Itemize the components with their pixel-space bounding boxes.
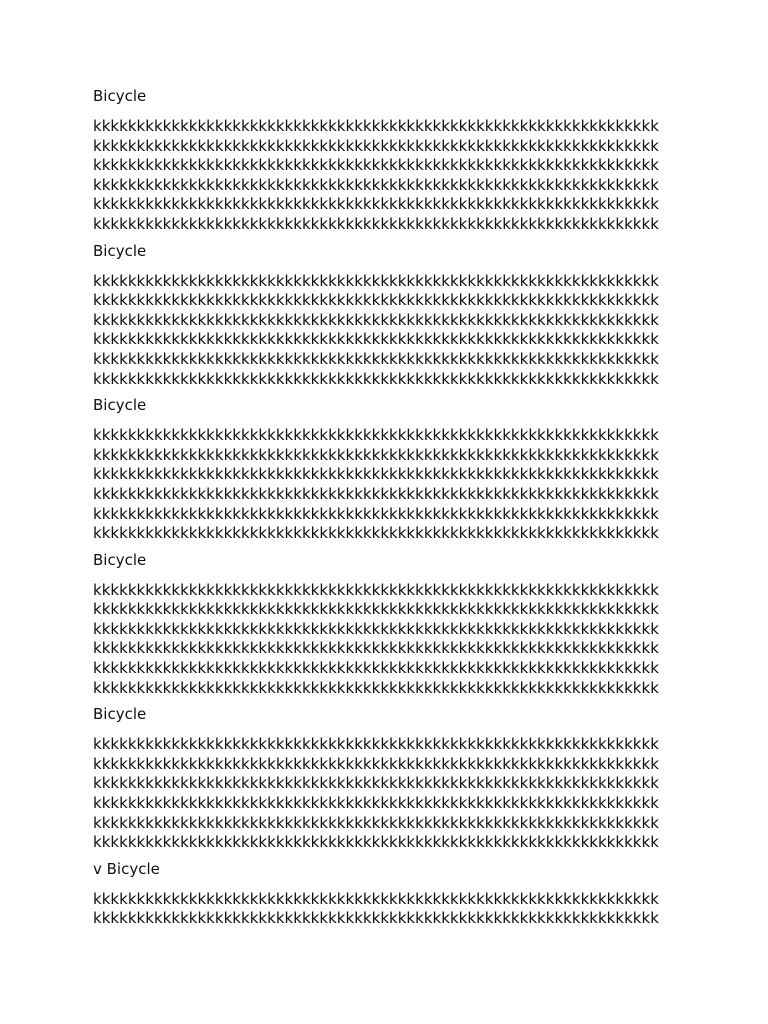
section-heading: v Bicycle <box>93 859 160 878</box>
section-body <box>93 426 733 544</box>
section-3 <box>93 395 733 544</box>
body-line: kkkkkkkkkkkkkkkkkkkkkkkkkkkkkkkkkkkkkkkkkkkkkkkkkkkkkkkkkkkkkkkkk <box>93 909 659 928</box>
body-line: kkkkkkkkkkkkkkkkkkkkkkkkkkkkkkkkkkkkkkkkkkkkkkkkkkkkkkkkkkkkkkkkk <box>93 580 659 599</box>
body-line: kkkkkkkkkkkkkkkkkkkkkkkkkkkkkkkkkkkkkkkkkkkkkkkkkkkkkkkkkkkkkkkkk <box>93 426 659 445</box>
body-line: kkkkkkkkkkkkkkkkkkkkkkkkkkkkkkkkkkkkkkkkkkkkkkkkkkkkkkkkkkkkkkkkk <box>93 735 659 754</box>
body-line: kkkkkkkkkkkkkkkkkkkkkkkkkkkkkkkkkkkkkkkkkkkkkkkkkkkkkkkkkkkkkkkkk <box>93 774 659 793</box>
section-body <box>93 117 733 235</box>
body-line: kkkkkkkkkkkkkkkkkkkkkkkkkkkkkkkkkkkkkkkkkkkkkkkkkkkkkkkkkkkkkkkkk <box>93 445 659 464</box>
body-line: kkkkkkkkkkkkkkkkkkkkkkkkkkkkkkkkkkkkkkkkkkkkkkkkkkkkkkkkkkkkkkkkk <box>93 600 659 619</box>
body-line: kkkkkkkkkkkkkkkkkkkkkkkkkkkkkkkkkkkkkkkkkkkkkkkkkkkkkkkkkkkkkkkkk <box>93 349 659 368</box>
body-line: kkkkkkkkkkkkkkkkkkkkkkkkkkkkkkkkkkkkkkkkkkkkkkkkkkkkkkkkkkkkkkkkk <box>93 156 659 175</box>
body-line: kkkkkkkkkkkkkkkkkkkkkkkkkkkkkkkkkkkkkkkkkkkkkkkkkkkkkkkkkkkkkkkkk <box>93 214 659 233</box>
body-line: kkkkkkkkkkkkkkkkkkkkkkkkkkkkkkkkkkkkkkkkkkkkkkkkkkkkkkkkkkkkkkkkk <box>93 678 659 697</box>
section-body <box>93 581 733 699</box>
body-line: kkkkkkkkkkkkkkkkkkkkkkkkkkkkkkkkkkkkkkkkkkkkkkkkkkkkkkkkkkkkkkkkk <box>93 524 659 543</box>
body-line: kkkkkkkkkkkkkkkkkkkkkkkkkkkkkkkkkkkkkkkkkkkkkkkkkkkkkkkkkkkkkkkkk <box>93 271 659 290</box>
body-line: kkkkkkkkkkkkkkkkkkkkkkkkkkkkkkkkkkkkkkkkkkkkkkkkkkkkkkkkkkkkkkkkk <box>93 136 659 155</box>
section-heading: Bicycle <box>93 87 147 105</box>
body-line: kkkkkkkkkkkkkkkkkkkkkkkkkkkkkkkkkkkkkkkkkkkkkkkkkkkkkkkkkkkkkkkkk <box>93 833 659 852</box>
section-heading: Bicycle <box>93 241 147 260</box>
body-line: kkkkkkkkkkkkkkkkkkkkkkkkkkkkkkkkkkkkkkkkkkkkkkkkkkkkkkkkkkkkkkkkk <box>93 369 659 388</box>
body-line: kkkkkkkkkkkkkkkkkkkkkkkkkkkkkkkkkkkkkkkkkkkkkkkkkkkkkkkkkkkkkkkkk <box>93 175 659 194</box>
body-line: kkkkkkkkkkkkkkkkkkkkkkkkkkkkkkkkkkkkkkkkkkkkkkkkkkkkkkkkkkkkkkkkk <box>93 310 659 329</box>
body-line: kkkkkkkkkkkkkkkkkkkkkkkkkkkkkkkkkkkkkkkkkkkkkkkkkkkkkkkkkkkkkkkkk <box>93 330 659 349</box>
section-5 <box>93 704 733 853</box>
body-line: kkkkkkkkkkkkkkkkkkkkkkkkkkkkkkkkkkkkkkkkkkkkkkkkkkkkkkkkkkkkkkkkk <box>93 117 659 135</box>
body-line: kkkkkkkkkkkkkkkkkkkkkkkkkkkkkkkkkkkkkkkkkkkkkkkkkkkkkkkkkkkkkkkkk <box>93 619 659 638</box>
body-line: kkkkkkkkkkkkkkkkkkkkkkkkkkkkkkkkkkkkkkkkkkkkkkkkkkkkkkkkkkkkkkkkk <box>93 794 659 813</box>
body-line: kkkkkkkkkkkkkkkkkkkkkkkkkkkkkkkkkkkkkkkkkkkkkkkkkkkkkkkkkkkkkkkkk <box>93 754 659 773</box>
body-line: kkkkkkkkkkkkkkkkkkkkkkkkkkkkkkkkkkkkkkkkkkkkkkkkkkkkkkkkkkkkkkkkk <box>93 639 659 658</box>
section-body <box>93 272 733 390</box>
section-6 <box>93 859 733 929</box>
body-line: kkkkkkkkkkkkkkkkkkkkkkkkkkkkkkkkkkkkkkkkkkkkkkkkkkkkkkkkkkkkkkkkk <box>93 659 659 678</box>
section-heading: Bicycle <box>93 705 147 724</box>
section-1 <box>93 86 733 235</box>
body-line: kkkkkkkkkkkkkkkkkkkkkkkkkkkkkkkkkkkkkkkkkkkkkkkkkkkkkkkkkkkkkkkkk <box>93 889 659 908</box>
section-body <box>93 735 733 853</box>
body-line: kkkkkkkkkkkkkkkkkkkkkkkkkkkkkkkkkkkkkkkkkkkkkkkkkkkkkkkkkkkkkkkkk <box>93 504 659 523</box>
section-4 <box>93 550 733 699</box>
section-heading: Bicycle <box>93 550 147 569</box>
body-line: kkkkkkkkkkkkkkkkkkkkkkkkkkkkkkkkkkkkkkkkkkkkkkkkkkkkkkkkkkkkkkkkk <box>93 813 659 832</box>
section-body <box>93 890 733 929</box>
section-2 <box>93 241 733 390</box>
document-page <box>93 86 733 935</box>
body-line: kkkkkkkkkkkkkkkkkkkkkkkkkkkkkkkkkkkkkkkkkkkkkkkkkkkkkkkkkkkkkkkkk <box>93 465 659 484</box>
body-line: kkkkkkkkkkkkkkkkkkkkkkkkkkkkkkkkkkkkkkkkkkkkkkkkkkkkkkkkkkkkkkkkk <box>93 484 659 503</box>
body-line: kkkkkkkkkkkkkkkkkkkkkkkkkkkkkkkkkkkkkkkkkkkkkkkkkkkkkkkkkkkkkkkkk <box>93 291 659 310</box>
section-heading: Bicycle <box>93 396 147 415</box>
body-line: kkkkkkkkkkkkkkkkkkkkkkkkkkkkkkkkkkkkkkkkkkkkkkkkkkkkkkkkkkkkkkkkk <box>93 195 659 214</box>
